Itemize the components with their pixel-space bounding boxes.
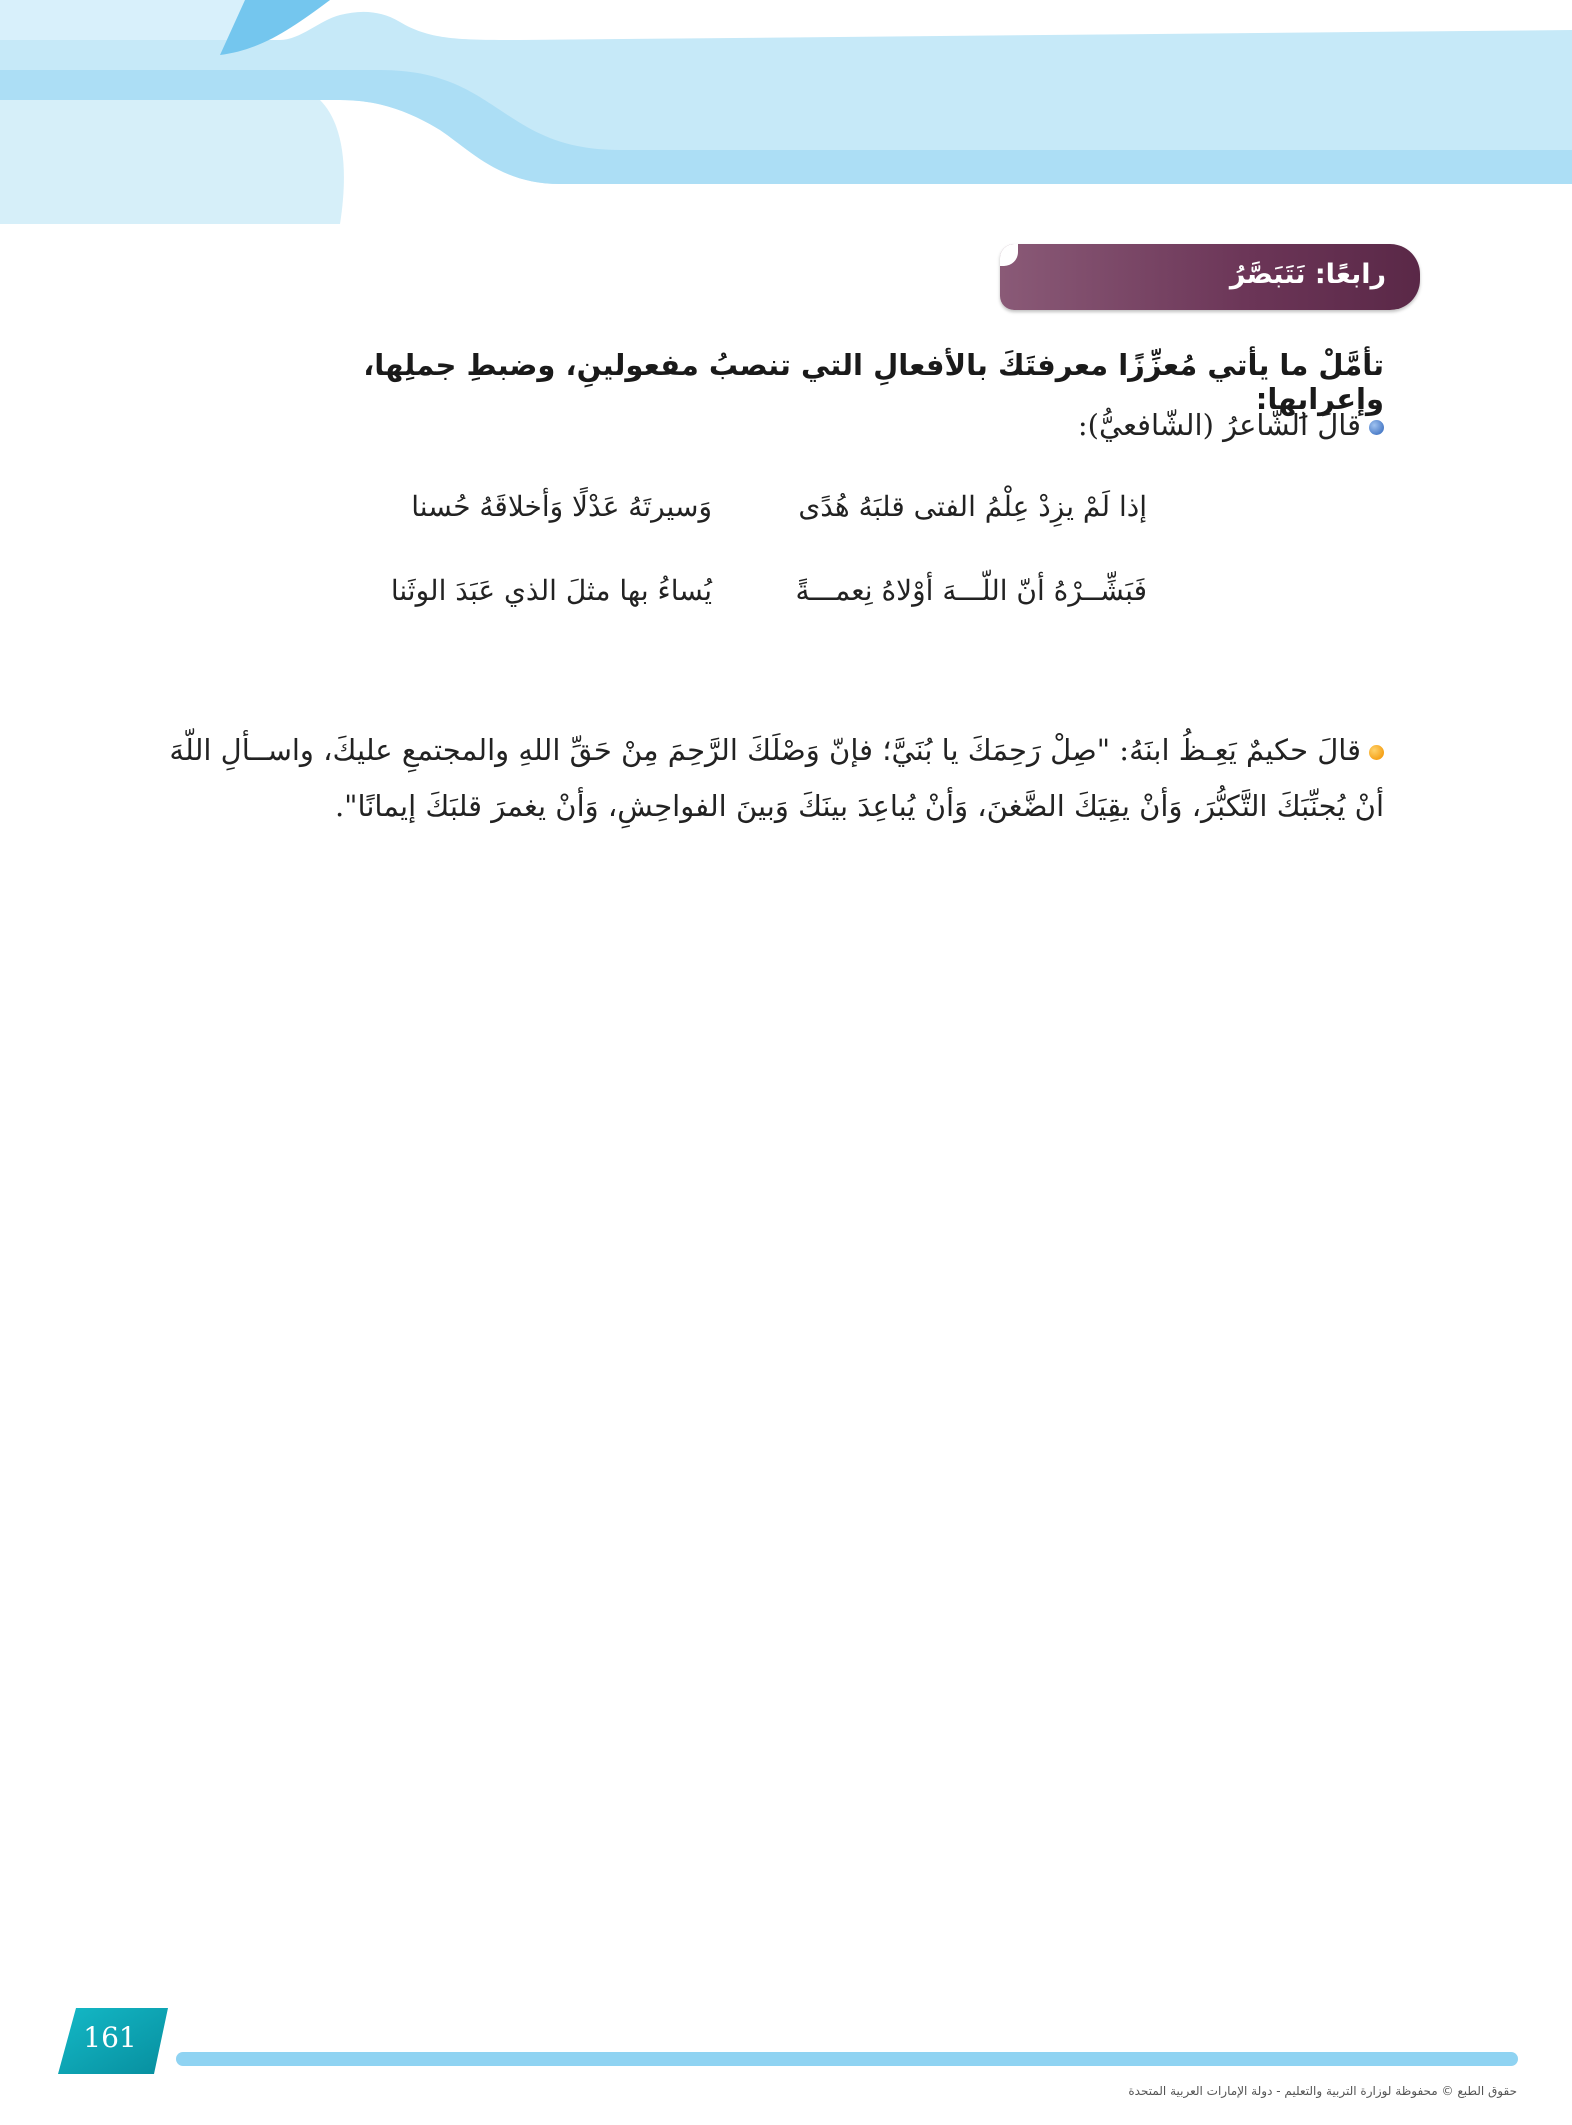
tag-notch (1000, 244, 1018, 266)
poet-intro-text: قالَ الشّاعرُ (الشّافعيُّ): (1077, 408, 1361, 442)
page-number: 161 (83, 2021, 137, 2054)
verse-1-first-hemistich: إذا لَمْ يزِدْ عِلْمُ الفتى قلبَهُ هُدًى (798, 490, 1147, 523)
item-wise-man-saying (144, 722, 1384, 834)
verse-2-second-hemistich: يُساءُ بها مثلَ الذي عَبَدَ الوثَنا (390, 574, 712, 607)
header-banner (0, 0, 1572, 240)
section-heading-tag (1000, 244, 1420, 310)
orange-bullet-icon (1369, 745, 1384, 760)
footer-bar (176, 2052, 1518, 2066)
copyright-note: حقوق الطبع © محفوظة لوزارة التربية والتعليم - دولة الإمارات العربية المتحدة (1128, 2084, 1517, 2098)
header-band-left-lower (0, 100, 344, 224)
blue-bullet-icon (1369, 420, 1384, 435)
verse-1-second-hemistich: وَسيرتَهُ عَدْلًا وَأخلاقَهُ حُسنا (411, 490, 712, 523)
item-poet-intro (284, 408, 1384, 442)
verse-2-first-hemistich: فَبَشِّــرْهُ أنّ اللّـــهَ أوْلاهُ نِعمـــةً (795, 574, 1147, 607)
wise-man-saying-text: قالَ حكيمٌ يَعِـظُ ابنَهُ: "صِلْ رَحِمَكَ يا بُنَيَّ؛ فإنّ وَصْلَكَ الرَّحِمَ مِنْ حَقِّ اللهِ والمجتمعِ عليكَ، واســألِ اللّهَ أنْ يُجنِّبَكَ التَّكبُّرَ، وَأنْ يقِيَكَ الضَّغنَ، وَأنْ يُباعِدَ بينَكَ وَبينَ الفواحِشِ، وَأنْ يغمرَ قلبَكَ إيمانًا". (169, 733, 1384, 823)
instruction-text: تأمَّلْ ما يأتي مُعزِّزًا معرفتَكَ بالأفعالِ التي تنصبُ مفعولينِ، وضبطِ جملِها، وإعرابِها: (363, 348, 1384, 416)
section-title: رابعًا: نَتَبَصَّرُ (1229, 259, 1386, 290)
